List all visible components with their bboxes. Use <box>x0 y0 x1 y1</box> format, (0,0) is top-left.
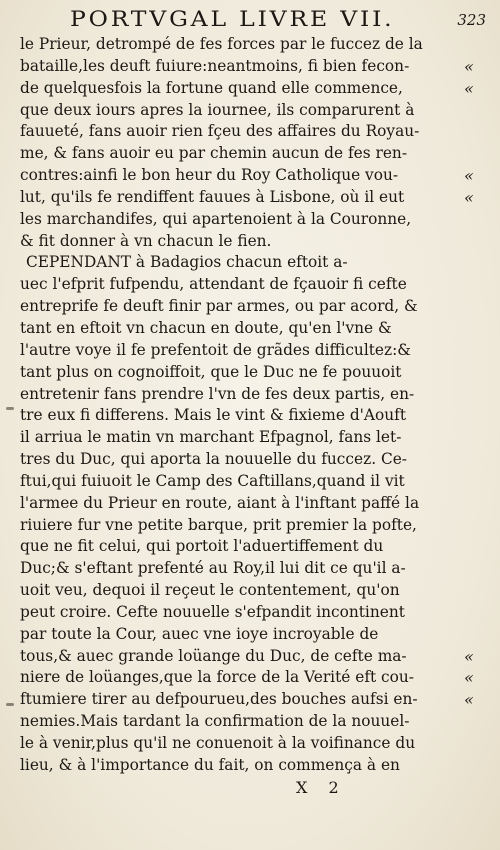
text-line-content: le à venir,plus qu'il ne conuenoit à la voifinance du <box>20 734 416 752</box>
margin-quote-marks <box>464 34 494 777</box>
text-line-content: uec l'efprit fufpendu, attendant de fçauoir fi cefte <box>20 275 407 294</box>
text-line <box>20 362 460 384</box>
margin-mark <box>464 274 494 296</box>
margin-mark <box>464 471 494 493</box>
text-line-content: uoit veu, dequoi il reçeut le contentement, qu'on <box>20 581 400 600</box>
text-line <box>20 231 460 253</box>
text-line-content: lieu, & à l'importance du fait, on commença à en <box>20 755 400 774</box>
margin-mark <box>464 209 494 231</box>
text-line-content: ftumiere tirer au defpourueu,des bouches aufsi en- <box>20 690 418 709</box>
margin-mark <box>464 755 494 777</box>
text-line-content: le Prieur, detrompé de fes forces par le fuccez de la <box>20 35 423 53</box>
margin-mark <box>464 143 494 165</box>
running-head <box>70 4 490 34</box>
text-line <box>20 384 460 406</box>
text-line-content: nemies.Mais tardant la confirmation de la nouuel- <box>20 712 410 731</box>
text-line <box>20 165 460 187</box>
margin-mark <box>464 231 494 253</box>
text-line-content: tre eux fi differens. Mais le vint & fixieme d'Aouft <box>20 406 406 425</box>
margin-mark <box>464 711 494 733</box>
margin-mark: « <box>464 56 474 76</box>
text-line <box>20 667 460 689</box>
margin-mark <box>464 515 494 537</box>
margin-mark <box>464 580 494 602</box>
text-line-content: CEPENDANT à Badagios chacun eftoit a- <box>26 253 348 272</box>
text-line-content: niere de loüanges,que la force de la Verité eft cou- <box>20 668 414 687</box>
margin-mark <box>464 384 494 406</box>
text-line <box>20 449 460 471</box>
text-line-content: l'armee du Prieur en route, aiant à l'inftant paffé la <box>20 493 420 512</box>
text-line-content: les marchandifes, qui apartenoient à la Couronne, <box>20 209 412 228</box>
text-line-content: me, & fans auoir eu par chemin aucun de fes ren- <box>20 144 408 163</box>
text-line-content: de quelquesfois la fortune quand elle commence, <box>20 78 403 97</box>
page-number: 323 <box>457 11 486 29</box>
text-line-content: contres:ainfi le bon heur du Roy Catholique vou- <box>20 166 399 185</box>
text-line-content: & fit donner à vn chacun le fien. <box>20 231 272 250</box>
text-line <box>20 340 460 362</box>
text-line <box>20 536 460 558</box>
text-line-content: il arriua le matin vn marchant Efpagnol, fans let- <box>20 428 402 447</box>
text-line-content: riuiere fur vne petite barque, prit premier la pofte, <box>20 515 417 534</box>
text-line <box>20 274 460 296</box>
text-line <box>20 493 460 515</box>
margin-mark <box>464 602 494 624</box>
margin-mark <box>464 296 494 318</box>
text-line <box>20 755 460 777</box>
text-line <box>20 602 460 624</box>
text-line-content: tres du Duc, qui aporta la nouuelle du fuccez. Ce- <box>20 450 407 469</box>
text-line <box>20 624 460 646</box>
stray-ink-mark <box>6 703 14 706</box>
text-line <box>20 405 460 427</box>
text-line-content: que ne fit celui, qui portoit l'aduertiffement du <box>20 537 384 556</box>
margin-mark: « <box>464 78 474 98</box>
text-line-content: ftui,qui fuiuoit le Camp des Caftillans,quand il vit <box>20 471 405 490</box>
text-line-content: bataille,les deuft fuiure:neantmoins, fi bien fecon- <box>20 56 410 75</box>
text-line <box>20 471 460 493</box>
margin-mark <box>464 536 494 558</box>
text-line <box>20 121 460 143</box>
margin-mark <box>464 252 494 274</box>
margin-mark <box>464 100 494 122</box>
margin-mark: « <box>464 690 474 710</box>
text-line <box>20 515 460 537</box>
text-line <box>20 209 460 231</box>
margin-mark <box>464 558 494 580</box>
text-line-content: Duc;& s'eftant prefenté au Roy,il lui dit ce qu'il a- <box>20 559 406 578</box>
margin-mark <box>464 405 494 427</box>
text-line-content: l'autre voye il fe prefentoit de grãdes difficultez:& <box>20 340 411 359</box>
text-line <box>20 78 460 100</box>
margin-mark <box>464 34 494 56</box>
margin-mark <box>464 362 494 384</box>
margin-mark <box>464 318 494 340</box>
text-line-content: tous,& auec grande loüange du Duc, de cefte ma- <box>20 646 407 665</box>
text-line <box>20 34 460 56</box>
signature-mark: X 2 <box>296 778 347 797</box>
body-text <box>20 34 460 777</box>
text-line <box>20 252 460 274</box>
text-line-content: tant en eftoit vn chacun en doute, qu'en l'vne & <box>20 318 392 337</box>
margin-mark: « <box>464 646 474 666</box>
text-line-content: que deux iours apres la iournee, ils comparurent à <box>20 100 415 119</box>
text-line-content: entreprife fe deuft finir par armes, ou par acord, & <box>20 297 418 316</box>
text-line <box>20 733 460 755</box>
text-line <box>20 689 460 711</box>
margin-mark: « <box>464 668 474 688</box>
text-line <box>20 56 460 78</box>
text-line <box>20 296 460 318</box>
text-line-content: peut croire. Cefte nouuelle s'efpandit incontinent <box>20 602 405 621</box>
margin-mark <box>464 427 494 449</box>
margin-mark <box>464 121 494 143</box>
text-line <box>20 100 460 122</box>
text-line-content: tant plus on cognoiffoit, que le Duc ne fe pouuoit <box>20 362 402 381</box>
stray-ink-mark <box>6 407 14 410</box>
margin-mark <box>464 340 494 362</box>
margin-mark <box>464 493 494 515</box>
text-line <box>20 711 460 733</box>
text-line <box>20 580 460 602</box>
text-line-content: entretenir fans prendre l'vn de fes deux partis, en- <box>20 384 415 403</box>
text-line <box>20 646 460 668</box>
text-line-content: fauueté, fans auoir rien fçeu des affaires du Royau- <box>20 122 420 141</box>
text-line <box>20 187 460 209</box>
margin-mark: « <box>464 187 474 207</box>
text-line <box>20 427 460 449</box>
text-line-content: lut, qu'ils fe rendiffent fauues à Lisbone, où il eut <box>20 187 405 206</box>
text-line <box>20 143 460 165</box>
margin-mark <box>464 733 494 755</box>
text-line-content: par toute la Cour, auec vne ioye incroyable de <box>20 624 379 643</box>
text-line <box>20 558 460 580</box>
margin-mark: « <box>464 166 474 186</box>
margin-mark <box>464 449 494 471</box>
running-title: PORTVGAL LIVRE VII. <box>70 7 395 31</box>
margin-mark <box>464 624 494 646</box>
text-line <box>20 318 460 340</box>
